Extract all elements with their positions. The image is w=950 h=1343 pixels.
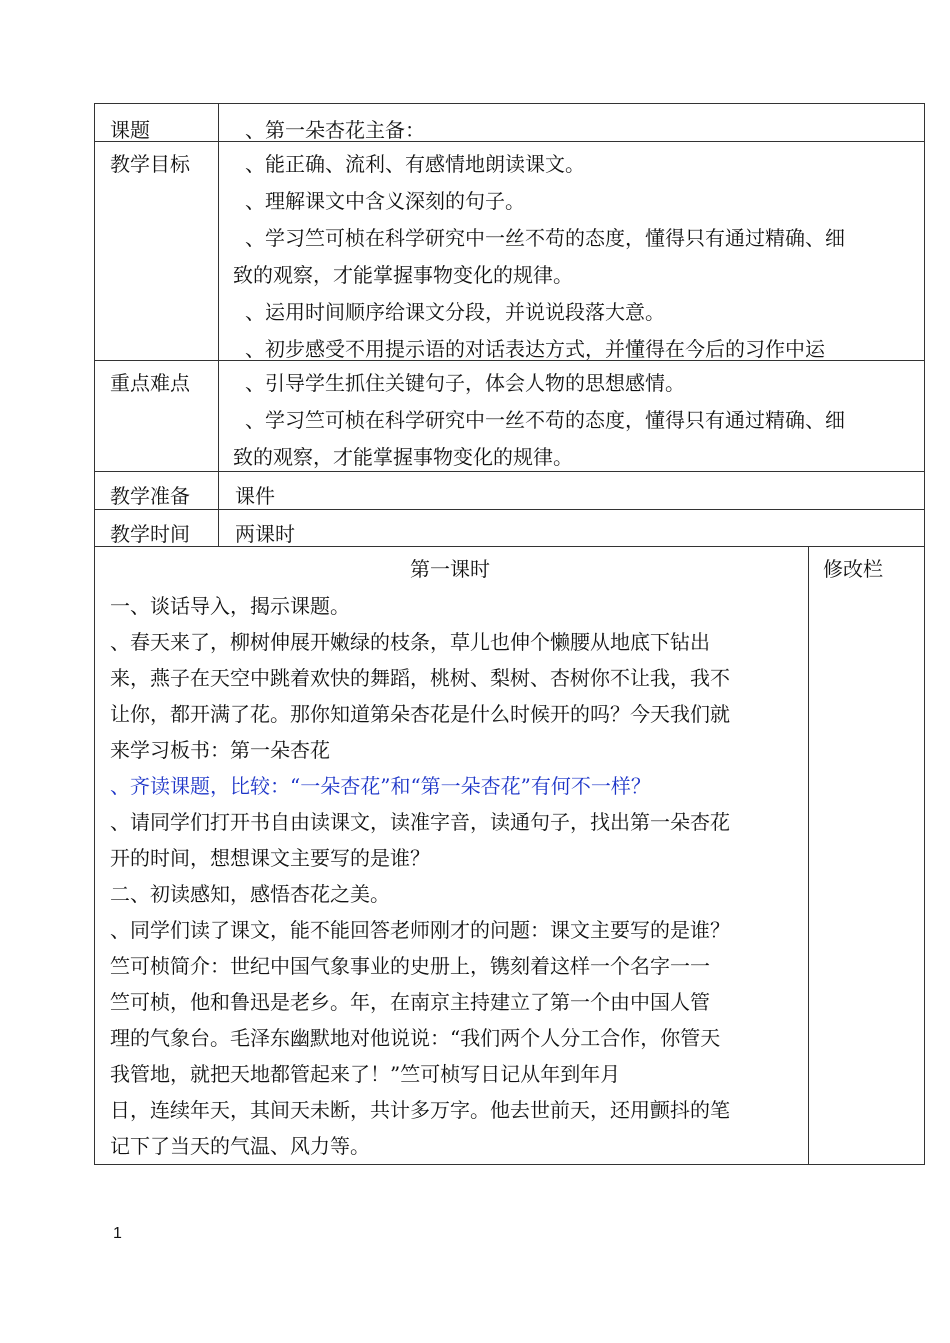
objective-line: 致的观察，才能掌握事物变化的规律。 <box>233 263 573 287</box>
row-label-key-points: 重点难点 <box>110 371 190 395</box>
lesson-line: 让你，都开满了花。那你知道第朵杏花是什么时候开的吗？今天我们就 <box>110 702 730 726</box>
lesson-line: 一、谈话导入，揭示课题。 <box>110 594 350 618</box>
key-point-line: 致的观察，才能掌握事物变化的规律。 <box>233 445 573 469</box>
row-label-topic: 课题 <box>110 118 150 142</box>
lesson-line: 记下了当天的气温、风力等。 <box>110 1134 370 1158</box>
objective-line: 、学习竺可桢在科学研究中一丝不苟的态度，懂得只有通过精确、细 <box>245 226 845 250</box>
row-label-time: 教学时间 <box>110 522 190 546</box>
revision-column-heading: 修改栏 <box>823 557 883 581</box>
lesson-line: 理的气象台。毛泽东幽默地对他说说：“我们两个人分工合作，你管天 <box>110 1026 721 1050</box>
lesson-line: 、春天来了，柳树伸展开嫩绿的枝条，草儿也伸个懒腰从地底下钻出 <box>110 630 710 654</box>
preparation-text: 课件 <box>235 484 275 508</box>
lesson-line: 日，连续年天，其间天未断，共计多万字。他去世前天，还用颤抖的笔 <box>110 1098 730 1122</box>
label-column-divider <box>218 103 219 546</box>
key-point-line: 、学习竺可桢在科学研究中一丝不苟的态度，懂得只有通过精确、细 <box>245 408 845 432</box>
objective-line: 、能正确、流利、有感情地朗读课文。 <box>245 152 585 176</box>
revision-column-divider <box>808 546 809 1165</box>
lesson-line: 开的时间，想想课文主要写的是谁？ <box>110 846 430 870</box>
topic-text: 、第一朵杏花主备： <box>245 118 425 142</box>
time-text: 两课时 <box>235 522 295 546</box>
lesson-line: 来学习板书：第一朵杏花 <box>110 738 330 762</box>
lesson-line: 、同学们读了课文，能不能回答老师刚才的问题：课文主要写的是谁？ <box>110 918 730 942</box>
objective-line: 、运用时间顺序给课文分段，并说说段落大意。 <box>245 300 665 324</box>
key-point-line: 、引导学生抓住关键句子，体会人物的思想感情。 <box>245 371 685 395</box>
lesson-heading: 第一课时 <box>410 557 490 581</box>
objective-line: 、初步感受不用提示语的对话表达方式，并懂得在今后的习作中运 <box>245 337 825 361</box>
lesson-line: 二、初读感知，感悟杏花之美。 <box>110 882 390 906</box>
lesson-line-highlighted: 、齐读课题，比较：“一朵杏花”和“第一朵杏花”有何不一样？ <box>110 774 651 798</box>
row-label-preparation: 教学准备 <box>110 484 190 508</box>
lesson-line: 竺可桢简介：世纪中国气象事业的史册上，镌刻着这样一个名字一一 <box>110 954 710 978</box>
row-divider <box>94 546 925 547</box>
page-number: 1 <box>113 1225 122 1242</box>
lesson-line: 、请同学们打开书自由读课文，读准字音，读通句子，找出第一朵杏花 <box>110 810 730 834</box>
lesson-line: 来，燕子在天空中跳着欢快的舞蹈，桃树、梨树、杏树你不让我，我不 <box>110 666 730 690</box>
lesson-line: 我管地，就把天地都管起来了！”竺可桢写日记从年到年月 <box>110 1062 621 1086</box>
objective-line: 、理解课文中含义深刻的句子。 <box>245 189 525 213</box>
lesson-line: 竺可桢，他和鲁迅是老乡。年，在南京主持建立了第一个由中国人管 <box>110 990 710 1014</box>
row-label-objectives: 教学目标 <box>110 152 190 176</box>
